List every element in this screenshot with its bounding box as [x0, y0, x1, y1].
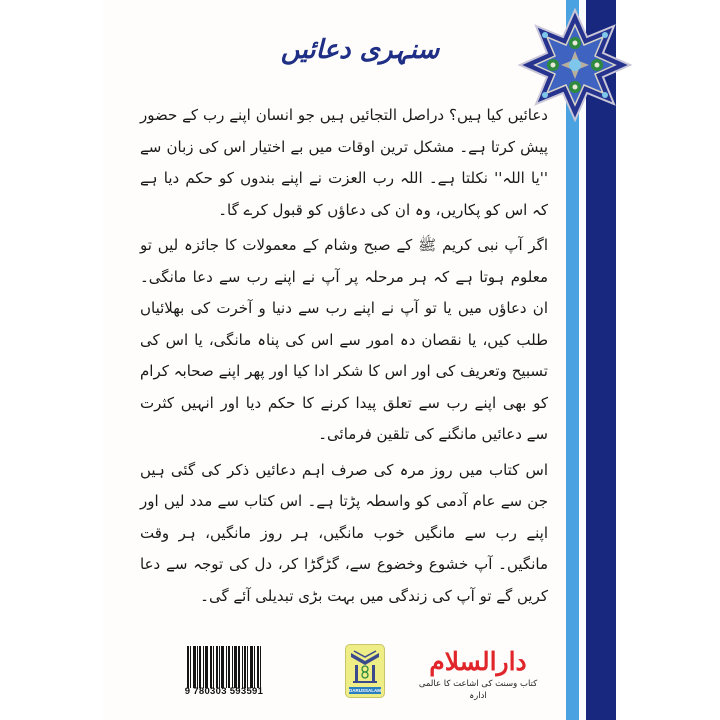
text-line: اگر آپ نبی کریم ﷺ کے صبح وشام کے معمولات کا جائزہ لیں تو معلوم [140, 236, 548, 286]
publisher-block [418, 646, 538, 702]
text-line: ہے۔ اللہ رب العزت نے اپنے بندوں کو حکم دیا ہے کہ اس کو پکاریں، وہ ان کی [140, 169, 548, 219]
text-line: کرتا ہے۔ مشکل ترین اوقات میں بے اختیار اس کی زبان سے ''یا اللہ'' نکلتا [140, 137, 548, 187]
text-line: امور سے اس کی پناہ مانگی، یا اس کی تسبیح وتعریف کی اور اس کا شکر ادا کیا اور پھر [140, 330, 548, 380]
description-text [140, 100, 548, 616]
publisher-name: دارالسلام [429, 647, 527, 676]
barcode-bars [187, 646, 263, 688]
text-line: ہوتا ہے کہ ہر مرحلہ پر آپ نے اپنے رب سے دعا مانگی۔ ان دعاؤں میں یا تو [140, 267, 548, 317]
paragraph-3 [140, 455, 548, 613]
isbn-number: 9 780303 593591 [184, 686, 264, 697]
darussalam-logo [345, 644, 385, 698]
paragraph-1 [140, 100, 548, 226]
paragraph-2 [140, 230, 548, 451]
text-line: آپ نے اپنے رب سے دنیا و آخرت کی بھلائیاں طلب کیں، یا نقصان دہ [140, 299, 549, 349]
text-line: دعائیں کیا ہیں؟ دراصل التجائیں ہیں جو انسان اپنے رب کے حضور پیش [140, 106, 548, 156]
text-line: کی توجہ سے دعا کریں گے تو آپ کی زندگی میں بہت بڑی تبدیلی آئے گی۔ [140, 555, 548, 605]
text-line: اس کتاب میں روز مرہ کی صرف اہم دعائیں ذکر کی گئی ہیں جن سے عام [140, 460, 548, 510]
book-stand-icon [346, 645, 384, 687]
text-line: اپنے صحابہ کرام کو بھی اپنے رب سے تعلق پیدا کرنے کا حکم دیا اور انہیں کثرت [140, 362, 548, 412]
text-line: سے دعائیں مانگنے کی تلقین فرمائی۔ [318, 425, 548, 443]
text-line: مانگیں، ہر روز مانگیں، ہر وقت مانگیں۔ آپ خشوع وخضوع سے، گڑگڑا کر، دل [140, 523, 548, 573]
text-line: دعاؤں کو قبول کرے گا۔ [218, 200, 366, 219]
book-title: سنہری دعائیں [280, 35, 440, 65]
publisher-tagline: کتاب وسنت کی اشاعت کا عالمی ادارہ [418, 679, 538, 701]
logo-label: DARUSSALAM [349, 688, 381, 693]
text-line: آدمی کو واسطہ پڑتا ہے۔ اس کتاب سے مدد لیں اور اپنے رب سے مانگیں خوب [140, 492, 548, 542]
isbn-barcode [181, 646, 267, 702]
